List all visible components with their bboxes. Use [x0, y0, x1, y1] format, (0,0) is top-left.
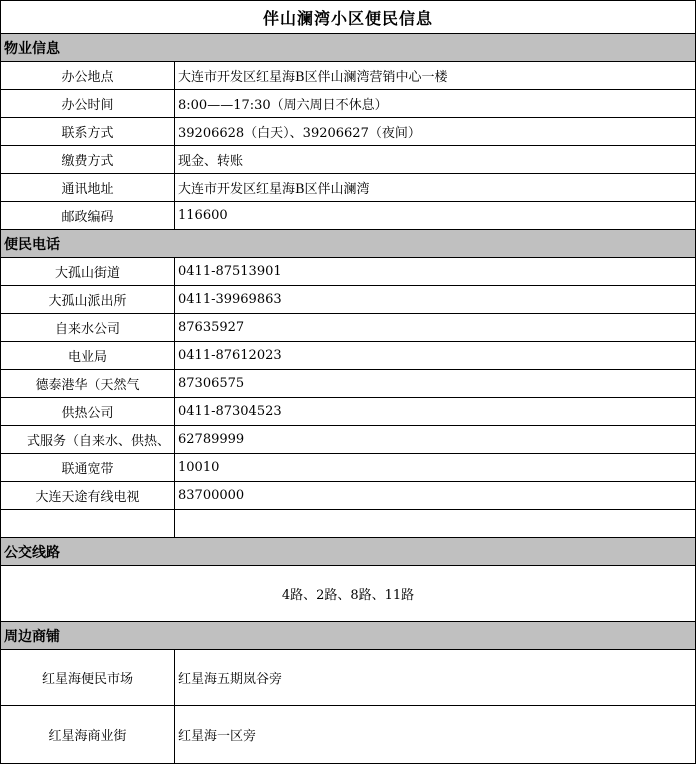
row-label: 联通宽带	[1, 454, 175, 482]
row-value: 0411-39969863	[175, 286, 696, 314]
table-row	[1, 314, 696, 342]
row-label: 大孤山街道	[1, 258, 175, 286]
row-value: 0411-87304523	[175, 398, 696, 426]
row-label: 办公地点	[1, 62, 175, 90]
bus-row	[1, 566, 696, 622]
section-header-row	[1, 34, 696, 62]
row-label: 邮政编码	[1, 202, 175, 230]
table-row	[1, 146, 696, 174]
row-value: 116600	[175, 202, 696, 230]
row-value: 红星海五期岚谷旁	[175, 650, 696, 706]
table-row	[1, 650, 696, 706]
table-row	[1, 426, 696, 454]
row-value: 39206628（白天）、39206627（夜间）	[175, 118, 696, 146]
row-label: 红星海商业街	[1, 706, 175, 764]
section-header-property: 物业信息	[1, 34, 696, 62]
section-header-row	[1, 230, 696, 258]
row-label: 大孤山派出所	[1, 286, 175, 314]
title-row	[1, 1, 696, 34]
row-label: 通讯地址	[1, 174, 175, 202]
row-value: 87306575	[175, 370, 696, 398]
sheet-title: 伴山澜湾小区便民信息	[1, 1, 696, 34]
table-row	[1, 454, 696, 482]
row-label: 供热公司	[1, 398, 175, 426]
row-value: 10010	[175, 454, 696, 482]
table-row	[1, 202, 696, 230]
row-label: 红星海便民市场	[1, 650, 175, 706]
table-row	[1, 174, 696, 202]
section-header-shops: 周边商铺	[1, 622, 696, 650]
bus-routes: 4路、2路、8路、11路	[1, 566, 696, 622]
table-row	[1, 398, 696, 426]
table-row	[1, 90, 696, 118]
row-label: 大连天途有线电视	[1, 482, 175, 510]
empty-cell	[1, 510, 175, 538]
table-row	[1, 62, 696, 90]
row-value: 83700000	[175, 482, 696, 510]
row-value: 大连市开发区红星海B区伴山澜湾	[175, 174, 696, 202]
table-row	[1, 482, 696, 510]
row-label: 办公时间	[1, 90, 175, 118]
row-value: 0411-87513901	[175, 258, 696, 286]
row-label: 自来水公司	[1, 314, 175, 342]
row-value: 红星海一区旁	[175, 706, 696, 764]
table-row	[1, 706, 696, 764]
table-row	[1, 286, 696, 314]
table-row	[1, 370, 696, 398]
row-value: 87635927	[175, 314, 696, 342]
row-label: 电业局	[1, 342, 175, 370]
table-row	[1, 118, 696, 146]
section-header-row	[1, 622, 696, 650]
table-row	[1, 258, 696, 286]
row-value: 8:00——17:30（周六周日不休息）	[175, 90, 696, 118]
empty-row	[1, 510, 696, 538]
row-value: 现金、转账	[175, 146, 696, 174]
row-label: 缴费方式	[1, 146, 175, 174]
empty-cell	[175, 510, 696, 538]
row-label: 德泰港华（天然气	[1, 370, 175, 398]
row-value: 大连市开发区红星海B区伴山澜湾营销中心一楼	[175, 62, 696, 90]
row-value: 0411-87612023	[175, 342, 696, 370]
section-header-bus: 公交线路	[1, 538, 696, 566]
row-value: 62789999	[175, 426, 696, 454]
table-row	[1, 342, 696, 370]
section-header-row	[1, 538, 696, 566]
section-header-phones: 便民电话	[1, 230, 696, 258]
row-label: 联系方式	[1, 118, 175, 146]
row-label: 式服务（自来水、供热、	[1, 426, 175, 454]
